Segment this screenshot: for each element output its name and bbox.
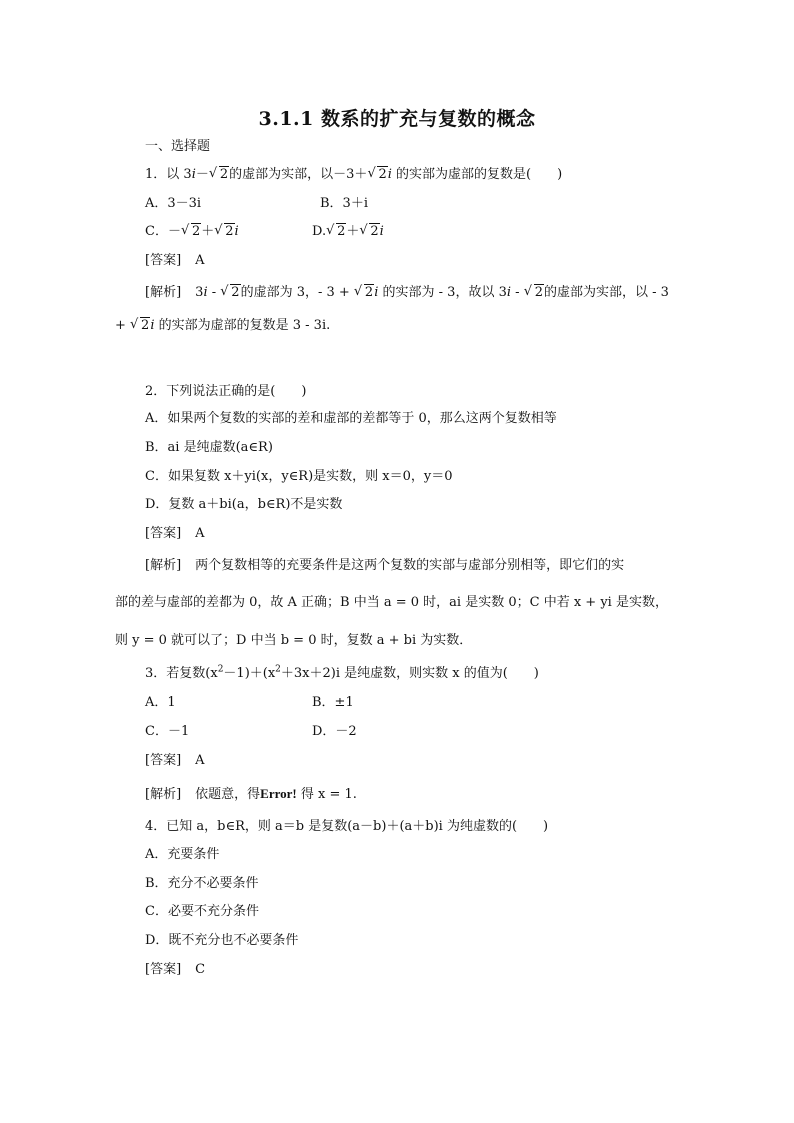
q3-option-a: A．1 bbox=[145, 695, 176, 710]
q2-analysis-line1: [解析] 两个复数相等的充要条件是这两个复数的实部与虚部分别相等，即它们的实 bbox=[145, 558, 625, 573]
q4-option-a: A．充要条件 bbox=[145, 847, 220, 862]
q1-option-c: C．－√ 2＋√ 2i bbox=[145, 222, 239, 242]
q1-analysis-line2: + √ 2i 的实部为虚部的复数是 3 - 3i. bbox=[115, 316, 330, 336]
page-title: 3.1.1 数系的扩充与复数的概念 bbox=[258, 108, 536, 130]
section-heading: 一、选择题 bbox=[145, 139, 211, 154]
q3-analysis: [解析] 依题意，得Error! 得 x = 1. bbox=[145, 786, 357, 802]
q1-analysis-line1: [解析] 3i - √ 2的虚部为 3，- 3 + √ 2i 的实部为 - 3，故以 3i - √ 2的虚部为实部，以 - 3 bbox=[145, 283, 669, 303]
q1-option-d: D.√ 2＋√ 2i bbox=[312, 222, 384, 242]
q4-option-b: B．充分不必要条件 bbox=[145, 876, 259, 891]
q1-stem: 1．以 3i－√ 2的虚部为实部，以－3＋√ 2i 的实部为虚部的复数是( ) bbox=[145, 165, 562, 185]
q1-option-b: B．3＋i bbox=[320, 196, 368, 211]
q4-stem: 4．已知 a，b∈R，则 a＝b 是复数(a－b)＋(a＋b)i 为纯虚数的( ) bbox=[145, 819, 549, 834]
q1-answer: [答案] A bbox=[145, 253, 205, 268]
q3-answer: [答案] A bbox=[145, 753, 205, 768]
q4-option-d: D．既不充分也不必要条件 bbox=[145, 933, 299, 948]
q3-option-d: D．－2 bbox=[312, 724, 357, 739]
q3-option-c: C．－1 bbox=[145, 724, 190, 739]
q2-analysis-line2: 部的差与虚部的差都为 0，故 A 正确；B 中当 a = 0 时，ai 是实数 0；C 中若 x + yi 是实数， bbox=[115, 595, 668, 610]
q1-option-a: A．3－3i bbox=[145, 196, 202, 211]
q2-option-c: C．如果复数 x＋yi(x，y∈R)是实数，则 x＝0，y＝0 bbox=[145, 469, 453, 484]
q2-option-a: A．如果两个复数的实部的差和虚部的差都等于 0，那么这两个复数相等 bbox=[145, 411, 557, 426]
q3-stem: 3．若复数$(x^2-1)+(x^2+3x+2)i$ 是纯虚数，则实数 x 的值为( ) bbox=[145, 664, 539, 681]
q2-answer: [答案] A bbox=[145, 526, 205, 541]
q3-option-b: B．±1 bbox=[312, 695, 354, 710]
q2-option-b: B．ai 是纯虚数(a∈R) bbox=[145, 440, 273, 455]
q2-analysis-line3: 则 y = 0 就可以了；D 中当 b = 0 时，复数 a + bi 为实数． bbox=[115, 633, 473, 648]
q4-option-c: C．必要不充分条件 bbox=[145, 904, 259, 919]
q4-answer: [答案] C bbox=[145, 962, 206, 977]
q2-option-d: D．复数 a＋bi(a，b∈R)不是实数 bbox=[145, 497, 343, 512]
q2-stem: 2．下列说法正确的是( ) bbox=[145, 384, 307, 399]
